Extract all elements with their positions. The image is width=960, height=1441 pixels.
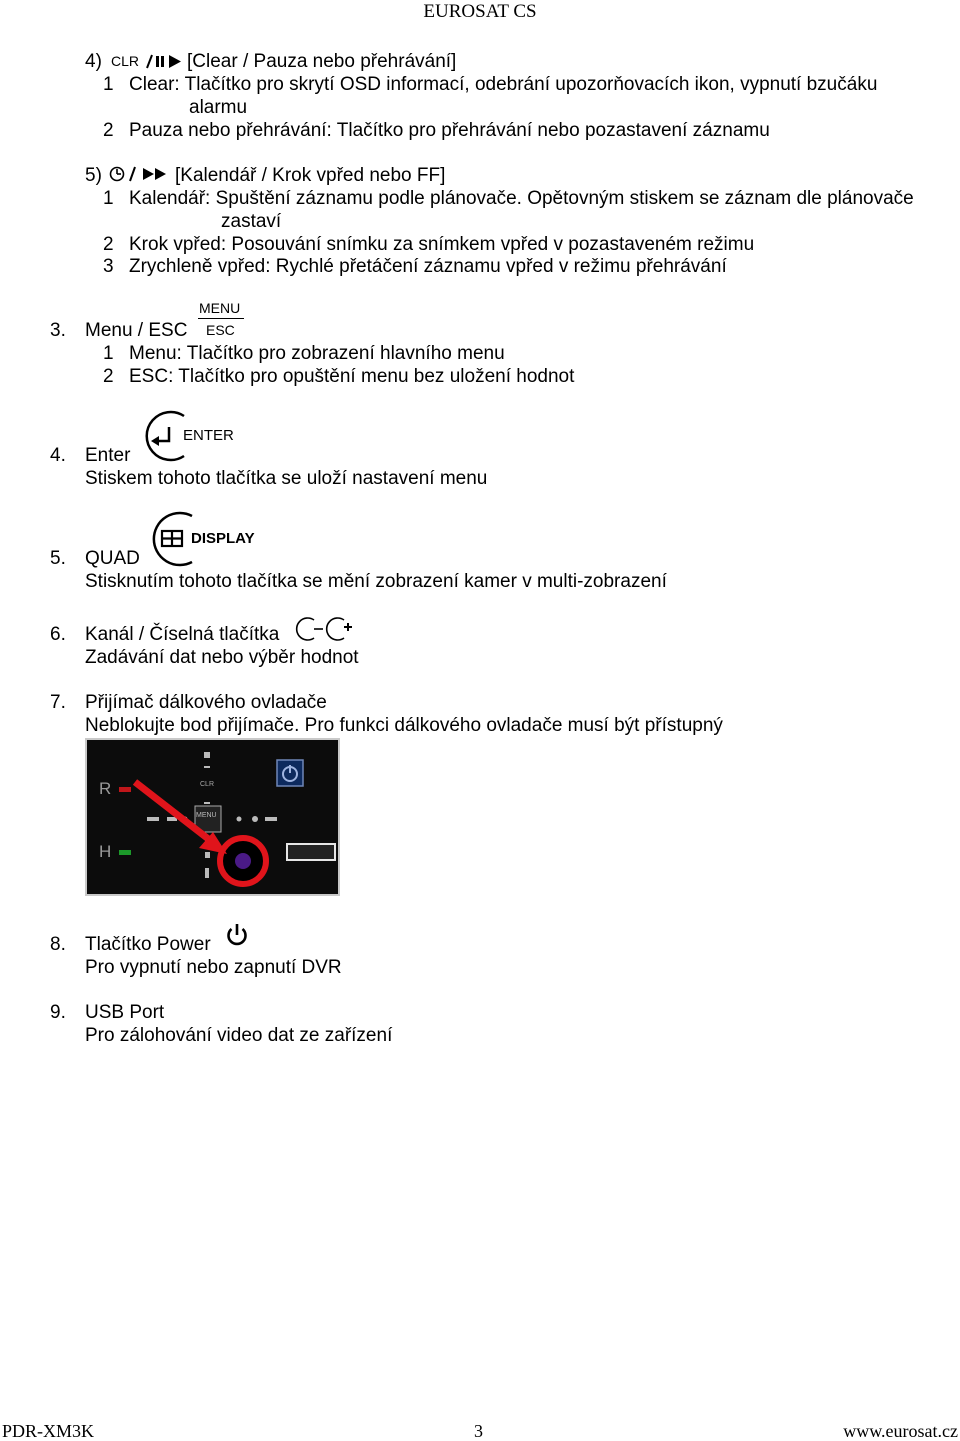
pause-play-icon: [145, 53, 185, 69]
photo-label-menu: MENU: [196, 812, 217, 819]
s7-title: Přijímač dálkového ovladače: [85, 692, 327, 713]
s3-item2-number: 2: [103, 366, 114, 387]
menu-esc-divider: [198, 318, 244, 319]
sec4-heading: [Clear / Pauza nebo přehrávání]: [187, 51, 457, 72]
s5-number: 5.: [50, 548, 66, 569]
power-icon: [224, 922, 250, 948]
photo-label-r: R: [99, 779, 112, 798]
s9-title: USB Port: [85, 1002, 165, 1023]
s5-description: Stisknutím tohoto tlačítka se mění zobrazení kamer v multi-zobrazení: [85, 571, 667, 592]
sec4-item1-number: 1: [103, 74, 114, 95]
sec5-item2-number: 2: [103, 234, 114, 255]
s4-description: Stiskem tohoto tlačítka se uloží nastavení menu: [85, 468, 488, 489]
s7-number: 7.: [50, 692, 66, 713]
s6-number: 6.: [50, 624, 66, 645]
s7-description: Neblokujte bod přijímače. Pro funkci dálkového ovladače musí být přístupný: [85, 715, 723, 736]
photo-label-h: H: [99, 842, 112, 861]
s6-description: Zadávání dat nebo výběr hodnot: [85, 647, 359, 668]
sec5-item1-text: Kalendář: Spuštění záznamu podle plánovače. Opětovným stiskem se záznam dle plánovače: [129, 188, 914, 209]
s8-description: Pro vypnutí nebo zapnutí DVR: [85, 957, 342, 978]
enter-icon-label: ENTER: [183, 427, 234, 444]
sec5-item1-text-cont: zastaví: [221, 211, 282, 232]
s3-title: Menu / ESC: [85, 320, 188, 341]
s8-title: Tlačítko Power: [85, 934, 211, 955]
channel-minus-plus-icon: [292, 614, 356, 644]
s4-title: Enter: [85, 445, 131, 466]
sec5-item3-text: Zrychleně vpřed: Rychlé přetáčení záznamu vpřed v režimu přehrávání: [129, 256, 727, 277]
footer-website: www.eurosat.cz: [843, 1421, 958, 1441]
clock-ff-icon: [109, 165, 173, 183]
esc-icon-label: ESC: [206, 322, 235, 338]
sec5-item1-number: 1: [103, 188, 114, 209]
s4-number: 4.: [50, 445, 66, 466]
sec4-item1-text-cont: alarmu: [189, 97, 248, 118]
s5-title: QUAD: [85, 548, 140, 569]
sec5-item2-text: Krok vpřed: Posouvání snímku za snímkem vpřed v pozastaveném režimu: [129, 234, 755, 255]
sec5-heading: [Kalendář / Krok vpřed nebo FF]: [175, 165, 446, 186]
photo-label-clr: CLR: [200, 781, 215, 788]
s3-item2-text: ESC: Tlačítko pro opuštění menu bez uložení hodnot: [129, 366, 575, 387]
sec5-item3-number: 3: [103, 256, 114, 277]
footer-page-number: 3: [474, 1421, 483, 1441]
s3-item1-text: Menu: Tlačítko pro zobrazení hlavního menu: [129, 343, 505, 364]
s3-number: 3.: [50, 320, 66, 341]
sec4-item2-text: Pauza nebo přehrávání: Tlačítko pro přehrávání nebo pozastavení záznamu: [129, 120, 770, 141]
remote-receiver-photo: [85, 738, 340, 896]
s6-title: Kanál / Číselná tlačítka: [85, 624, 280, 645]
footer-model: PDR-XM3K: [2, 1421, 95, 1441]
s9-description: Pro zálohování video dat ze zařízení: [85, 1025, 393, 1046]
sec4-item1-text: Clear: Tlačítko pro skrytí OSD informací, odebrání upozorňovacích ikon, vypnutí bzučáku: [129, 74, 878, 95]
sec5-number: 5): [85, 165, 102, 186]
s9-number: 9.: [50, 1002, 66, 1023]
s8-number: 8.: [50, 934, 66, 955]
sec4-item2-number: 2: [103, 120, 114, 141]
clr-label: CLR: [111, 53, 140, 69]
display-icon-label: DISPLAY: [191, 530, 255, 547]
page-header-title: EUROSAT CS: [423, 1, 537, 22]
s3-item1-number: 1: [103, 343, 114, 364]
menu-icon-label: MENU: [199, 300, 241, 316]
sec4-number: 4): [85, 51, 102, 72]
